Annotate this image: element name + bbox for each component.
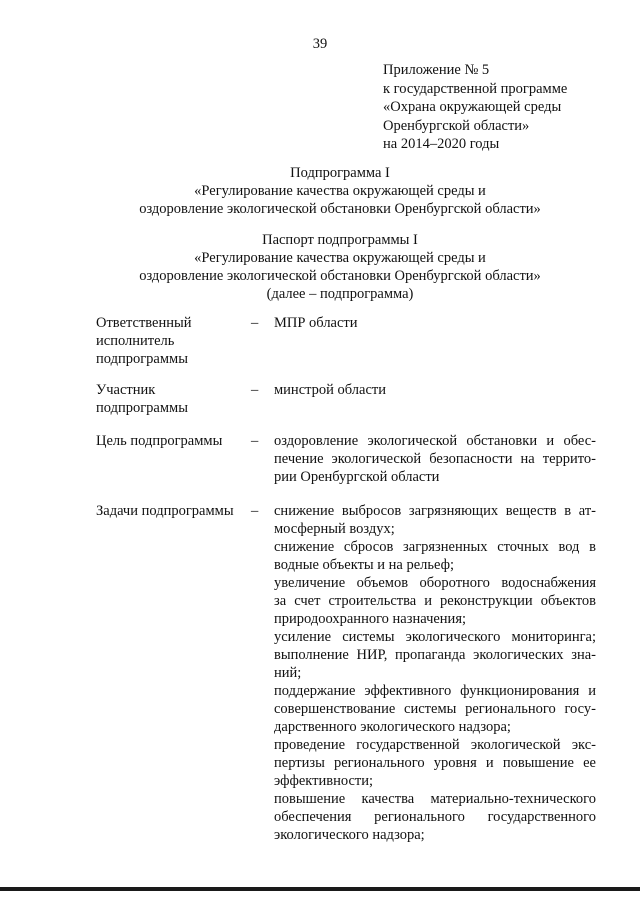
appendix-line: к государственной программе — [383, 80, 568, 97]
row-label-line: Задачи подпрограммы — [96, 503, 234, 519]
row-value-line: пертизы регионального уровня и повышение ее — [274, 755, 596, 771]
row-value-line: дарственного экологического надзора; — [274, 719, 511, 735]
row-value-line: за счет строительства и реконструкции объектов — [274, 593, 596, 609]
subprogram-title-line: оздоровление экологической обстановки Оренбургской области» — [139, 201, 541, 217]
row-value-line: поддержание эффективного функционирования и — [274, 683, 596, 699]
row-value-line: эффективности; — [274, 773, 374, 789]
row-value-line: снижение выбросов загрязняющих веществ в ат- — [274, 503, 596, 519]
page-bottom-rule — [0, 887, 640, 891]
row-label — [96, 502, 259, 520]
passport-title-line: (далее – подпрограмма) — [266, 286, 414, 302]
row-value — [274, 502, 596, 844]
row-value-line: минстрой области — [274, 382, 386, 398]
row-label — [96, 314, 259, 368]
row-value-line: усиление системы экологического мониторинга; — [274, 629, 596, 645]
row-value-line: проведение государственной экологической экс- — [274, 737, 596, 753]
row-label-line: подпрограммы — [96, 351, 188, 367]
row-value-line: рии Оренбургской области — [274, 469, 440, 485]
passport-title-line: оздоровление экологической обстановки Оренбургской области» — [139, 268, 541, 284]
row-dash: – — [251, 503, 259, 519]
row-label-line: Участник — [96, 382, 156, 398]
row-label — [96, 381, 259, 417]
row-label — [96, 432, 259, 450]
appendix-line: Оренбургской области» — [383, 117, 530, 134]
passport-title-line: «Регулирование качества окружающей среды и — [194, 250, 486, 266]
appendix-line: «Охрана окружающей среды — [383, 99, 562, 115]
appendix-line: Приложение № 5 — [383, 62, 490, 78]
row-value-line: выполнение НИР, пропаганда экологических зна- — [274, 647, 596, 663]
subprogram-title-line: «Регулирование качества окружающей среды и — [194, 183, 486, 199]
passport-title — [50, 231, 630, 303]
row-dash: – — [251, 433, 259, 449]
row-label-line: Ответственный — [96, 315, 192, 331]
appendix-line: на 2014–2020 годы — [383, 136, 500, 152]
row-label-line: исполнитель — [96, 333, 175, 349]
row-value-line: экологического надзора; — [274, 827, 425, 843]
row-dash: – — [251, 382, 259, 398]
subprogram-title-line: Подпрограмма I — [290, 165, 390, 181]
row-value — [274, 432, 596, 486]
row-value-line: МПР области — [274, 315, 358, 331]
row-label-line: подпрограммы — [96, 400, 188, 416]
row-value-line: печение экологической безопасности на террито- — [274, 451, 596, 467]
row-value-line: водные объекты и на рельеф; — [274, 557, 455, 573]
row-value-line: природоохранного назначения; — [274, 611, 467, 627]
passport-title-line: Паспорт подпрограммы I — [262, 232, 418, 248]
row-label-line: Цель подпрограммы — [96, 433, 223, 449]
row-dash: – — [251, 315, 259, 331]
row-value-line: ний; — [274, 665, 302, 681]
appendix-note — [383, 61, 633, 154]
row-value-line: совершенствование системы регионального госу- — [274, 701, 596, 717]
row-value-line: увеличение объемов оборотного водоснабжения — [274, 575, 596, 591]
page-number: 39 — [312, 36, 328, 52]
row-value — [274, 381, 596, 399]
row-value-line: оздоровление экологической обстановки и обес- — [274, 433, 596, 449]
row-value — [274, 314, 596, 332]
subprogram-title — [50, 164, 630, 218]
row-value-line: обеспечения регионального государственного — [274, 809, 596, 825]
row-value-line: мосферный воздух; — [274, 521, 395, 537]
row-value-line: повышение качества материально-технического — [274, 791, 596, 807]
row-value-line: снижение сбросов загрязненных сточных вод в — [274, 539, 596, 555]
